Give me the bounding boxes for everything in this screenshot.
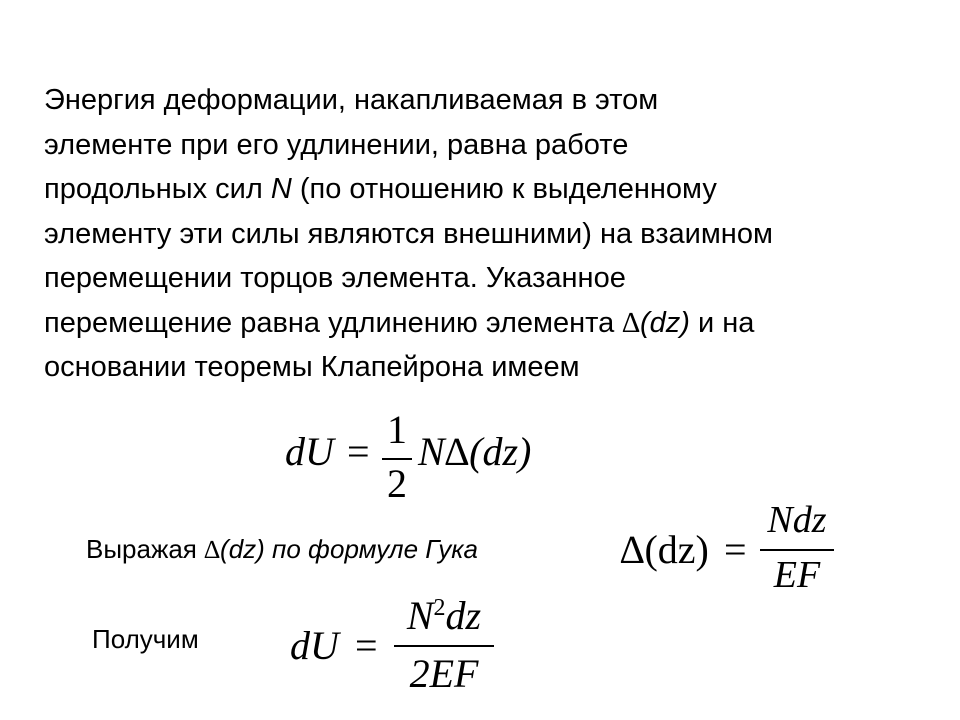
- line3-text-rest: (по отношению к выделенному: [291, 173, 717, 205]
- result-label: Получим: [92, 624, 199, 654]
- formula1-rhs: N∆(dz): [418, 429, 532, 474]
- hooke-fraction-bar: [760, 549, 834, 551]
- hooke-delta-symbol: ∆: [204, 535, 221, 564]
- formula1-numerator: 1: [387, 407, 407, 452]
- hooke-numerator: Ndz: [767, 499, 827, 541]
- hooke-lhs: ∆(dz): [620, 527, 709, 572]
- paragraph-line-1: Энергия деформации, накапливаемая в этом: [44, 84, 659, 116]
- line3-text: продольных сил: [44, 173, 271, 205]
- paragraph-line-5: перемещении торцов элемента. Указанное: [44, 262, 626, 294]
- hooke-denominator: EF: [773, 554, 821, 596]
- force-variable-n: N: [270, 173, 292, 205]
- elongation-variable: (dz): [640, 306, 690, 339]
- result-numerator-exponent: 2: [433, 594, 446, 621]
- result-denominator: 2EF: [409, 651, 479, 696]
- result-fraction-bar: [394, 645, 494, 647]
- paragraph-line-4: элементу эти силы являются внешними) на взаимном: [44, 217, 773, 250]
- formula1-lhs: dU: [285, 429, 334, 474]
- result-numerator: [394, 592, 494, 639]
- formula1-equals: =: [347, 429, 370, 474]
- hooke-label: [86, 534, 478, 565]
- result-equals: =: [355, 623, 378, 668]
- hooke-label-italic: (dz) по формуле Гука: [220, 534, 478, 564]
- line6-text-rest: и на: [689, 306, 755, 339]
- hooke-equals: =: [724, 527, 747, 572]
- paragraph-line-2: элементе при его удлинении, равна работе: [44, 128, 629, 161]
- result-numerator-base: N: [406, 593, 434, 638]
- delta-symbol: ∆: [622, 306, 641, 339]
- paragraph-line-6: [44, 301, 924, 346]
- paragraph-line-3: [44, 167, 924, 212]
- paragraph-line-7: основании теоремы Клапейрона имеем: [44, 351, 580, 383]
- formula1-denominator: 2: [387, 461, 407, 506]
- result-numerator-rest: dz: [445, 593, 482, 638]
- main-paragraph: [44, 78, 924, 390]
- line6-text: перемещение равна удлинению элемента: [44, 306, 623, 339]
- hooke-label-text: Выражая: [86, 534, 205, 564]
- result-lhs: dU: [290, 623, 339, 668]
